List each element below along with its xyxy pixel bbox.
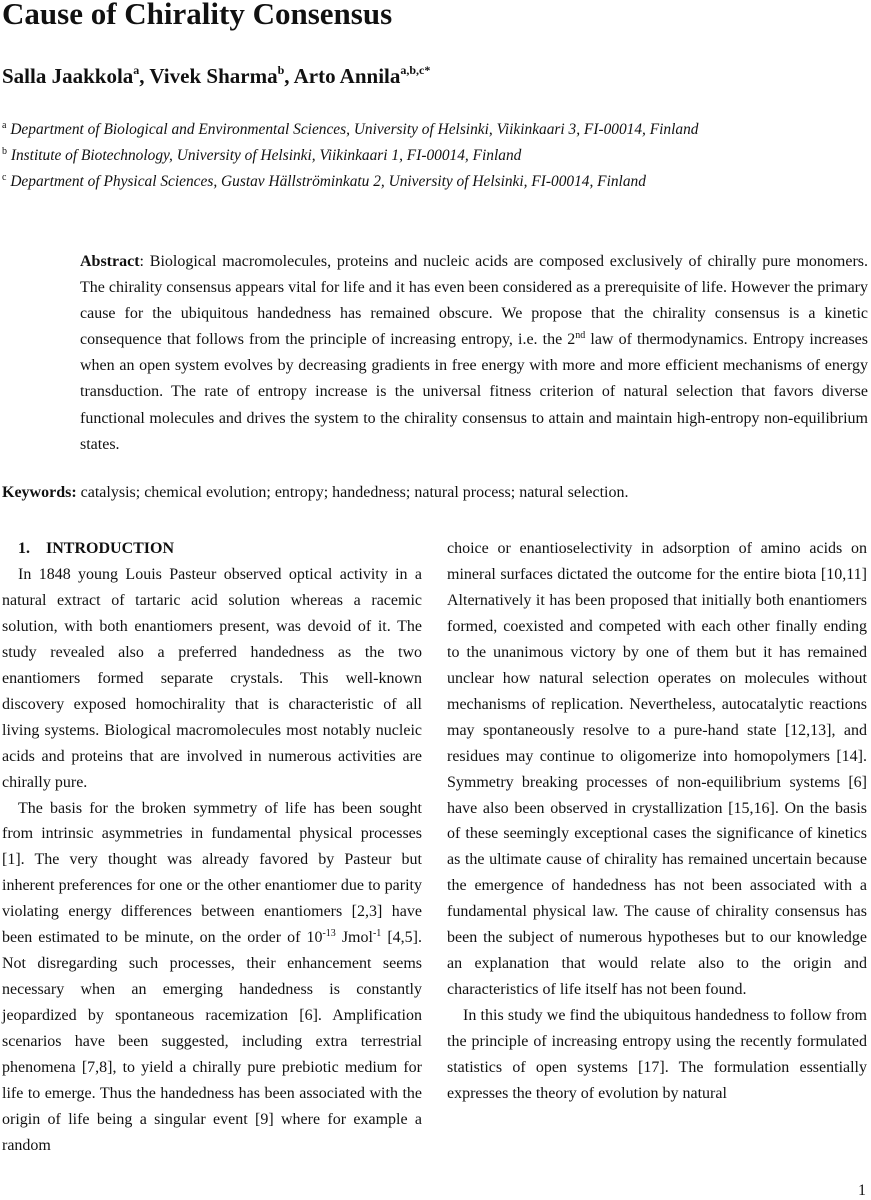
abstract-label: Abstract [80,253,140,270]
body-text: The basis for the broken symmetry of life has been sought from intrinsic asymmetries in fundamental physical processes [1]. The very thought was already favored by Pasteur but inherent preferences for one or the other enantiomer due to parity violating energy differences between enantiomers [2,3] have been estimated to be minute, on the order of 10 [2,799,422,947]
abstract-superscript: nd [575,330,586,342]
right-column [447,536,867,1107]
author-name: Arto Annila [293,64,401,88]
paper-title: Cause of Chirality Consensus [2,0,393,31]
author-list [2,64,430,89]
affiliation-text: Department of Biological and Environmental Sciences, University of Helsinki, Viikinkaari 3, FI-00014, Finland [10,121,699,138]
keywords [2,484,628,502]
body-text: [4,5]. Not disregarding such processes, their enhancement seems necessary when an emerging handedness is constantly jeopardized by spontaneous racemization [6]. Amplification scenarios have been suggested, including extra terrestrial phenomena [7,8], to yield a chirally pure prebiotic medium for life to emerge. Thus the handedness has been associated with the origin of life being a singular event [9] where for example a random [2,929,422,1154]
affiliation [2,147,521,165]
section-title: INTRODUCTION [46,540,175,557]
keywords-text: catalysis; chemical evolution; entropy; handedness; natural process; natural selection. [76,484,629,501]
author-separator: , [284,64,294,88]
body-paragraph [2,796,422,1159]
body-paragraph-continued: choice or enantioselectivity in adsorption of amino acids on mineral surfaces dictated the outcome for the entire biota [10,11] Alternatively it has been proposed that initially both enantiomers formed, coexisted and competed with each other finally ending to the unanimous victory by one of them but it has remained unclear how natural selection operates on molecules without mechanisms of replication. Nevertheless, autocatalytic reactions may spontaneously resolve to a pure-hand state [12,13], and residues may continue to oligomerize into homopolymers [14]. Symmetry breaking processes of non-equilibrium systems [6] have also been observed in crystallization [15,16]. On the basis of these seemingly exceptional cases the significance of kinetics as the ultimate cause of chirality has remained uncertain because the emergence of handedness has not been associated with a fundamental physical law. The cause of chirality consensus has been the subject of numerous hypotheses but to our knowledge an explanation that would relate also to the origin and characteristics of life itself has not been found. [447,540,867,999]
author-name: Salla Jaakkola [2,64,134,88]
body-superscript: -1 [372,928,382,940]
left-column [2,536,422,1159]
affiliation-text: Department of Physical Sciences, Gustav Hällströminkatu 2, University of Helsinki, FI-00014, Finland [10,173,646,190]
body-text: Jmol [335,929,373,947]
affiliation [2,121,698,139]
abstract [80,249,868,458]
keywords-label: Keywords: [2,484,77,501]
body-paragraph: In this study we find the ubiquitous handedness to follow from the principle of increasing entropy using the recently formulated statistics of open systems [17]. The formulation essentially expresses the theory of evolution by natural [447,1007,867,1103]
body-paragraph: In 1848 young Louis Pasteur observed optical activity in a natural extract of tartaric acid solution whereas a racemic solution, with both enantiomers present, was devoid of it. The study revealed also a preferred handedness as the two enantiomers formed separate crystals. This well-known discovery exposed homochirality that is characteristic of all living systems. Biological macromolecules most notably nucleic acids and proteins that are involved in numerous activities are chirally pure. [2,565,422,791]
abstract-text: : Biological macromolecules, proteins and nucleic acids are composed exclusively of chirally pure monomers. The chirality consensus appears vital for life and it has even been considered as a prerequisite of life. However the primary cause for the ubiquitous handedness has remained obscure. We propose that the chirality consensus is a kinetic consequence that follows from the principle of increasing entropy, i.e. the 2 [80,253,868,349]
author-affiliation-mark: b [277,63,285,77]
page-number: 1 [858,1182,866,1199]
affiliation [2,173,646,191]
affiliation-mark: c [2,172,7,183]
author-affiliation-mark: a,b,c* [400,63,431,77]
author-affiliation-mark: a [133,63,140,77]
body-superscript: -13 [322,928,336,940]
section-number: 1. [18,540,30,557]
affiliation-mark: a [2,120,7,131]
abstract-text: law of thermodynamics. Entropy increases when an open system evolves by decreasing gradients in free energy with more and more efficient mechanisms of energy transduction. The rate of entropy increase is the universal fitness criterion of natural selection that favors diverse functional molecules and drives the system to the chirality consensus to attain and maintain high-entropy non-equilibrium states. [80,331,868,453]
affiliation-mark: b [2,146,7,157]
author-name: Vivek Sharma [149,64,278,88]
author-separator: , [139,64,150,88]
section-heading [2,536,422,562]
affiliation-text: Institute of Biotechnology, University of Helsinki, Viikinkaari 1, FI-00014, Finland [10,147,522,164]
